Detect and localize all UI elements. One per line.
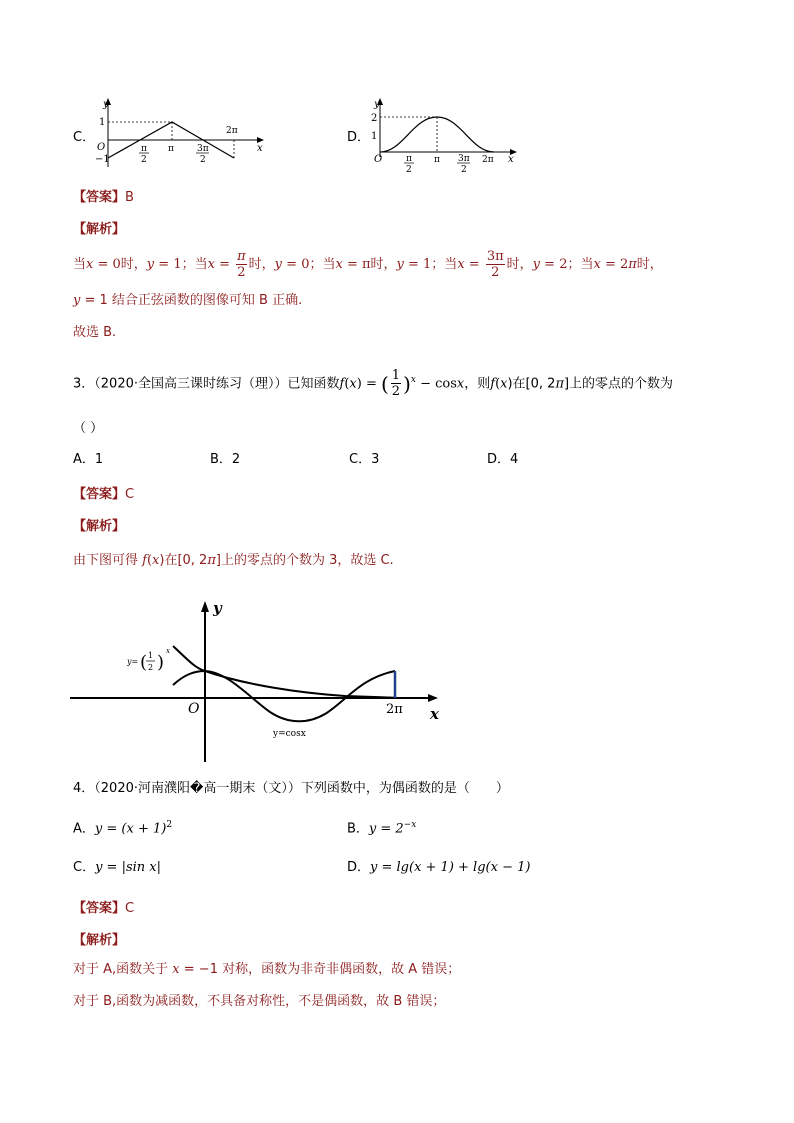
answer-value: C (125, 487, 135, 502)
c-tick-pi: π (168, 144, 174, 154)
d-y-one: 1 (371, 131, 378, 142)
d-tick-pi: π (434, 155, 440, 165)
q4-option-a: A．$y = (x + 1)^2$ (73, 820, 173, 837)
fraction: $\frac{1}{2}$ (391, 368, 401, 400)
fig-exp-den: 2 (148, 663, 154, 672)
d-tick-3pi-2-den: 2 (461, 165, 467, 175)
q3-option-a: A．1 (73, 452, 104, 467)
q4-analysis-line-1: 对于 A,函数关于 x = −1 对称，函数为非奇非偶函数，故 A 错误； (73, 962, 461, 977)
fig-origin: O (188, 701, 200, 717)
option-c-label: C． (73, 130, 96, 145)
d-x-label: x (508, 154, 514, 165)
d-tick-2pi: 2π (482, 155, 494, 165)
q2-answer-line (73, 186, 134, 207)
c-tick-pi-2-den: 2 (141, 155, 147, 165)
d-tick-pi-2-den: 2 (406, 165, 412, 175)
c-origin: O (97, 142, 106, 153)
q3-figure (70, 598, 450, 764)
d-tick-3pi-2-num: 3π (458, 154, 470, 164)
c-tick-3pi-2-num: 3π (197, 144, 209, 154)
d-tick-pi-2-num: π (406, 154, 412, 164)
analysis-tag: 【解析】 (73, 222, 126, 237)
answer-tag: 【答案】 (73, 190, 126, 205)
d-y-label: y (374, 99, 380, 110)
q3-stem: 3．（2020·全国高三课时练习（理））已知函数f(x) = ( $\frac{1}{2}$ )$^x$ − cosx，则f(x)在[0, 2π]上的零点的个数为 (73, 368, 674, 400)
fraction: $\frac{3\pi}{2}$ (486, 249, 504, 280)
answer-value: C (125, 901, 135, 916)
q4-stem: 4．（2020·河南濮阳�高一期末（文））下列函数中，为偶函数的是（ ） (73, 781, 509, 796)
q3-analysis: 由下图可得 f(x)在[0, 2π]上的零点的个数为 3，故选 C. (73, 553, 394, 568)
fig-exp-pow: x (166, 647, 170, 655)
q4-answer-line (73, 897, 134, 918)
d-origin: O (374, 154, 383, 165)
answer-value: B (125, 190, 134, 205)
q2-analysis-line-2: y = 1 结合正弦函数的图像可知 B 正确. (73, 293, 303, 308)
q3-paren: （ ） (73, 421, 104, 436)
graph-option-d (368, 95, 528, 175)
fig-x-label: x (430, 705, 439, 723)
c-y-neg-one: −1 (95, 154, 110, 165)
q4-analysis-line-2: 对于 B,函数为减函数，不具备对称性，不是偶函数，故 B 错误； (73, 994, 446, 1009)
q3-option-b: B．2 (210, 452, 241, 467)
c-tick-2pi: 2π (226, 126, 238, 136)
fig-y-arrow (201, 601, 209, 612)
fig-cos-label: y=cosx (273, 729, 306, 739)
fig-exp-num: 1 (148, 651, 154, 660)
q4-option-c: C．y = |sin x| (73, 860, 162, 875)
fig-exp-paren-l: ( (140, 652, 148, 673)
c-tick-pi-2-num: π (141, 144, 147, 154)
q3-answer-line (73, 483, 134, 504)
c-x-label: x (257, 143, 263, 154)
option-d-label: D． (347, 130, 371, 145)
fraction: $\frac{\pi}{2}$ (237, 249, 246, 280)
q3-option-d: D．4 (487, 452, 519, 467)
analysis-tag: 【解析】 (73, 519, 126, 534)
q2-analysis-line-3: 故选 B. (73, 325, 117, 340)
fig-x-arrow (428, 694, 438, 702)
fig-exp-label-y: y= (127, 657, 139, 666)
answer-tag: 【答案】 (73, 487, 126, 502)
fig-exp-paren-r: ) (157, 652, 165, 673)
analysis-tag: 【解析】 (73, 933, 126, 948)
q3-option-c: C．3 (349, 452, 380, 467)
fig-2pi: 2π (386, 702, 403, 717)
c-y-one: 1 (99, 117, 106, 128)
graph-option-c (95, 95, 270, 170)
answer-tag: 【答案】 (73, 901, 126, 916)
q2-analysis-line-1: 当x = 0时，y = 1；当x = $\frac{\pi}{2}$ 时，y = 0；当x = π时，y = 1；当x = $\frac{3\pi}{2}$ 时，y = 2；当x = 2π时， (73, 249, 663, 280)
c-y-label: y (103, 99, 109, 110)
fig-y-label: y (213, 599, 222, 617)
q4-option-b: B．$y = 2^{-x}$ (347, 820, 417, 837)
c-tick-3pi-2-den: 2 (200, 155, 206, 165)
q4-option-d: D．y = lg(x + 1) + lg(x − 1) (347, 860, 531, 875)
d-y-two: 2 (371, 113, 378, 124)
